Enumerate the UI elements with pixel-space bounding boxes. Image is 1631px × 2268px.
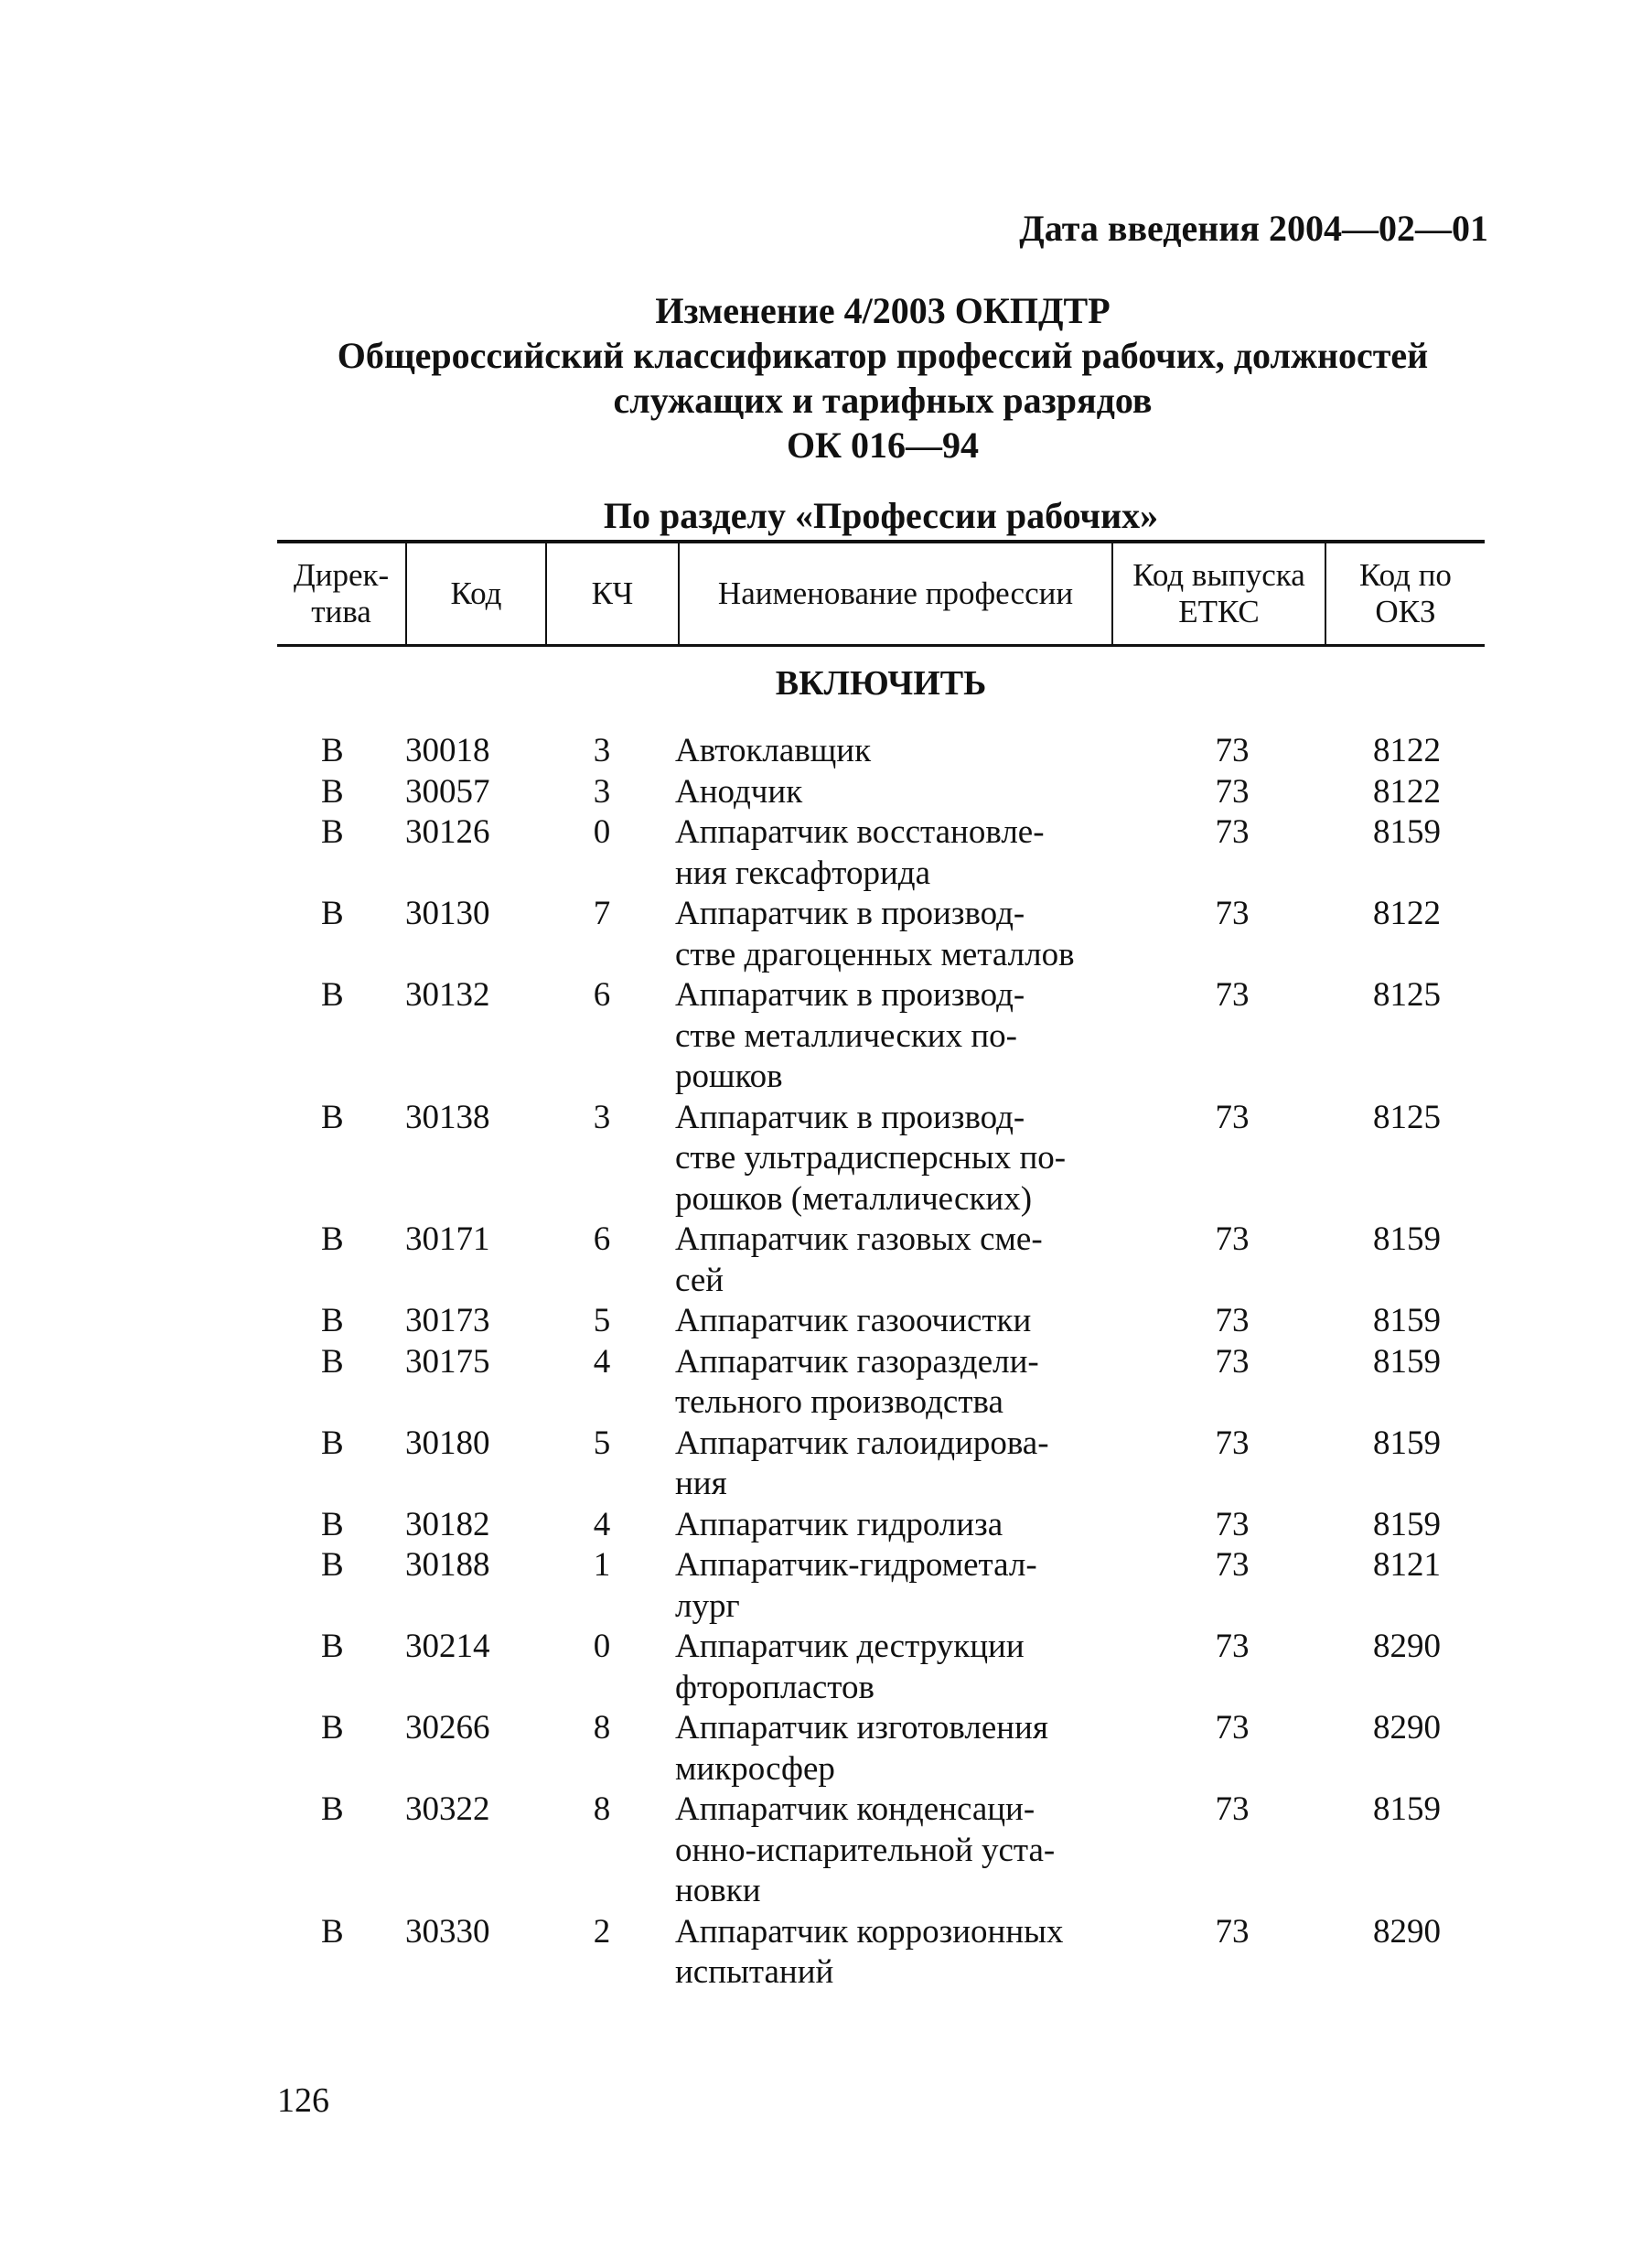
name-line: Аппаратчик изготовления: [675, 1709, 1048, 1747]
table-row: [277, 731, 1485, 772]
row-etks-code: 73: [1215, 1098, 1250, 1136]
section-title: По разделу «Профессии рабочих»: [603, 495, 1159, 536]
table-row: [277, 812, 1485, 894]
name-line: рошков (металлических): [675, 1179, 1033, 1218]
row-kch: 4: [593, 1342, 611, 1381]
name-line: Анодчик: [675, 772, 803, 811]
row-profession-name: [675, 1098, 1110, 1220]
document-title: [274, 288, 1491, 468]
name-line: микросфер: [675, 1749, 835, 1788]
name-line: стве металлических по-: [675, 1016, 1017, 1055]
professions-table: [277, 540, 1485, 1994]
row-etks-code: 73: [1215, 1342, 1250, 1381]
row-etks-code: 73: [1215, 1302, 1250, 1339]
row-kch: 0: [593, 1628, 611, 1665]
table-header: [277, 540, 1485, 647]
row-profession-name: [675, 1545, 1110, 1627]
row-code: 30126: [405, 813, 490, 851]
row-directive: В: [321, 1912, 344, 1951]
row-code: 30171: [405, 1220, 490, 1258]
table-row: [277, 1505, 1485, 1546]
row-profession-name: [675, 1790, 1110, 1912]
row-code: 30138: [405, 1098, 490, 1136]
title-line: Изменение 4/2003 ОКПДТР: [655, 290, 1111, 331]
row-okz-code: 8122: [1373, 895, 1441, 932]
introduction-date: Дата введения 2004—02—01: [1019, 208, 1488, 249]
row-code: 30330: [405, 1912, 490, 1951]
row-okz-code: 8125: [1373, 976, 1441, 1014]
name-line: фторопластов: [675, 1668, 875, 1706]
row-kch: 7: [593, 895, 611, 932]
row-okz-code: 8290: [1373, 1628, 1441, 1665]
table-row: [277, 772, 1485, 813]
table-row: [277, 894, 1485, 975]
name-line: сей: [675, 1261, 724, 1299]
row-profession-name: [675, 1708, 1110, 1790]
row-code: 30214: [405, 1628, 490, 1665]
row-kch: 5: [593, 1302, 611, 1339]
title-line: ОК 016—94: [786, 425, 980, 466]
row-profession-name: [675, 1220, 1110, 1301]
row-etks-code: 73: [1215, 1628, 1250, 1665]
table-row: [277, 1301, 1485, 1342]
row-profession-name: [675, 772, 1110, 813]
column-header-directive: Дирек- тива: [293, 557, 390, 629]
name-line: стве ультрадисперсных по-: [675, 1139, 1067, 1177]
row-okz-code: 8159: [1373, 1342, 1441, 1381]
name-line: Аппаратчик в производ-: [675, 1098, 1025, 1136]
row-directive: В: [321, 1790, 344, 1828]
title-line: служащих и тарифных разрядов: [613, 380, 1153, 421]
name-line: испытаний: [675, 1953, 834, 1991]
row-kch: 8: [593, 1790, 611, 1828]
row-directive: В: [321, 1505, 344, 1543]
row-directive: В: [321, 1302, 344, 1339]
table-row: [277, 1424, 1485, 1505]
table-row: [277, 1545, 1485, 1627]
column-header-kch: КЧ: [545, 543, 678, 644]
row-directive: В: [321, 976, 344, 1014]
row-kch: 3: [593, 1098, 611, 1136]
row-directive: В: [321, 1628, 344, 1665]
row-etks-code: 73: [1215, 1709, 1250, 1747]
name-line: ния гексафторида: [675, 854, 931, 892]
row-code: 30057: [405, 772, 490, 811]
row-etks-code: 73: [1215, 1505, 1250, 1543]
row-okz-code: 8122: [1373, 732, 1441, 769]
row-etks-code: 73: [1215, 976, 1250, 1014]
row-profession-name: [675, 1912, 1110, 1994]
row-profession-name: [675, 975, 1110, 1098]
name-line: Аппаратчик гидролиза: [675, 1505, 1003, 1543]
row-okz-code: 8290: [1373, 1912, 1441, 1951]
row-directive: В: [321, 1424, 344, 1462]
row-etks-code: 73: [1215, 1790, 1250, 1828]
row-directive: В: [321, 1342, 344, 1381]
row-profession-name: [675, 1505, 1110, 1546]
row-profession-name: [675, 812, 1110, 894]
name-line: Аппаратчик галоидирова-: [675, 1424, 1049, 1462]
row-okz-code: 8122: [1373, 772, 1441, 811]
name-line: Аппаратчик газоочистки: [675, 1302, 1032, 1339]
row-directive: В: [321, 1098, 344, 1136]
row-directive: В: [321, 732, 344, 769]
row-kch: 3: [593, 732, 611, 769]
row-etks-code: 73: [1215, 813, 1250, 851]
row-etks-code: 73: [1215, 895, 1250, 932]
row-code: 30132: [405, 976, 490, 1014]
row-directive: В: [321, 772, 344, 811]
row-okz-code: 8159: [1373, 1220, 1441, 1258]
row-okz-code: 8159: [1373, 1302, 1441, 1339]
row-etks-code: 73: [1215, 1546, 1250, 1584]
row-code: 30266: [405, 1709, 490, 1747]
row-code: 30173: [405, 1302, 490, 1339]
row-kch: 4: [593, 1505, 611, 1543]
row-code: 30188: [405, 1546, 490, 1584]
row-kch: 1: [593, 1546, 611, 1584]
name-line: Аппаратчик деструкции: [675, 1628, 1025, 1665]
row-kch: 2: [593, 1912, 611, 1951]
table-row: [277, 1912, 1485, 1994]
row-code: 30322: [405, 1790, 490, 1828]
column-header-name: Наименование профессии: [678, 543, 1111, 644]
row-okz-code: 8159: [1373, 1790, 1441, 1828]
table-row: [277, 1342, 1485, 1424]
name-line: Аппаратчик восстановле-: [675, 813, 1045, 851]
name-line: Аппаратчик газовых сме-: [675, 1220, 1043, 1258]
row-directive: В: [321, 895, 344, 932]
name-line: Аппаратчик конденсаци-: [675, 1790, 1035, 1828]
table-row: [277, 1627, 1485, 1708]
row-profession-name: [675, 1342, 1110, 1424]
row-kch: 5: [593, 1424, 611, 1462]
name-line: рошков: [675, 1058, 783, 1095]
row-etks-code: 73: [1215, 1220, 1250, 1258]
row-kch: 6: [593, 976, 611, 1014]
row-etks-code: 73: [1215, 772, 1250, 811]
row-kch: 3: [593, 772, 611, 811]
action-label: ВКЛЮЧИТЬ: [775, 664, 987, 703]
name-line: лург: [675, 1586, 740, 1625]
table-row: [277, 1790, 1485, 1912]
row-etks-code: 73: [1215, 1912, 1250, 1951]
column-header-etks: Код выпуска ЕТКС: [1111, 543, 1325, 644]
row-directive: В: [321, 1709, 344, 1747]
row-directive: В: [321, 1546, 344, 1584]
row-etks-code: 73: [1215, 1424, 1250, 1462]
row-profession-name: [675, 1301, 1110, 1342]
name-line: Аппаратчик в производ-: [675, 976, 1025, 1014]
table-row: [277, 1708, 1485, 1790]
name-line: Автоклавщик: [675, 732, 872, 769]
row-code: 30018: [405, 732, 490, 769]
row-directive: В: [321, 813, 344, 851]
row-okz-code: 8159: [1373, 813, 1441, 851]
table-row: [277, 1098, 1485, 1220]
row-profession-name: [675, 731, 1110, 772]
name-line: Аппаратчик коррозионных: [675, 1912, 1064, 1951]
name-line: Аппаратчик в производ-: [675, 895, 1025, 932]
row-code: 30175: [405, 1342, 490, 1381]
name-line: Аппаратчик-гидрометал-: [675, 1546, 1037, 1584]
row-profession-name: [675, 894, 1110, 975]
row-code: 30180: [405, 1424, 490, 1462]
row-okz-code: 8121: [1373, 1546, 1441, 1584]
column-header-code: Код: [405, 543, 545, 644]
table-row: [277, 975, 1485, 1098]
row-kch: 0: [593, 813, 611, 851]
table-row: [277, 1220, 1485, 1301]
table-body: [277, 731, 1485, 1994]
name-line: Аппаратчик газораздели-: [675, 1342, 1039, 1381]
name-line: новки: [675, 1872, 761, 1909]
name-line: стве драгоценных металлов: [675, 935, 1075, 973]
row-code: 30182: [405, 1505, 490, 1543]
row-okz-code: 8125: [1373, 1098, 1441, 1136]
column-header-okz: Код по ОКЗ: [1325, 543, 1485, 644]
row-profession-name: [675, 1627, 1110, 1708]
row-code: 30130: [405, 895, 490, 932]
title-line: Общероссийский классификатор профессий рабочих, должностей: [337, 335, 1429, 376]
row-okz-code: 8159: [1373, 1424, 1441, 1462]
row-okz-code: 8159: [1373, 1505, 1441, 1543]
row-kch: 8: [593, 1709, 611, 1747]
page-number: 126: [277, 2081, 329, 2120]
name-line: тельного производства: [675, 1383, 1003, 1421]
row-okz-code: 8290: [1373, 1709, 1441, 1747]
name-line: ния: [675, 1465, 727, 1502]
row-kch: 6: [593, 1220, 611, 1258]
row-profession-name: [675, 1424, 1110, 1505]
row-etks-code: 73: [1215, 732, 1250, 769]
row-directive: В: [321, 1220, 344, 1258]
name-line: онно-испарительной уста-: [675, 1831, 1056, 1869]
